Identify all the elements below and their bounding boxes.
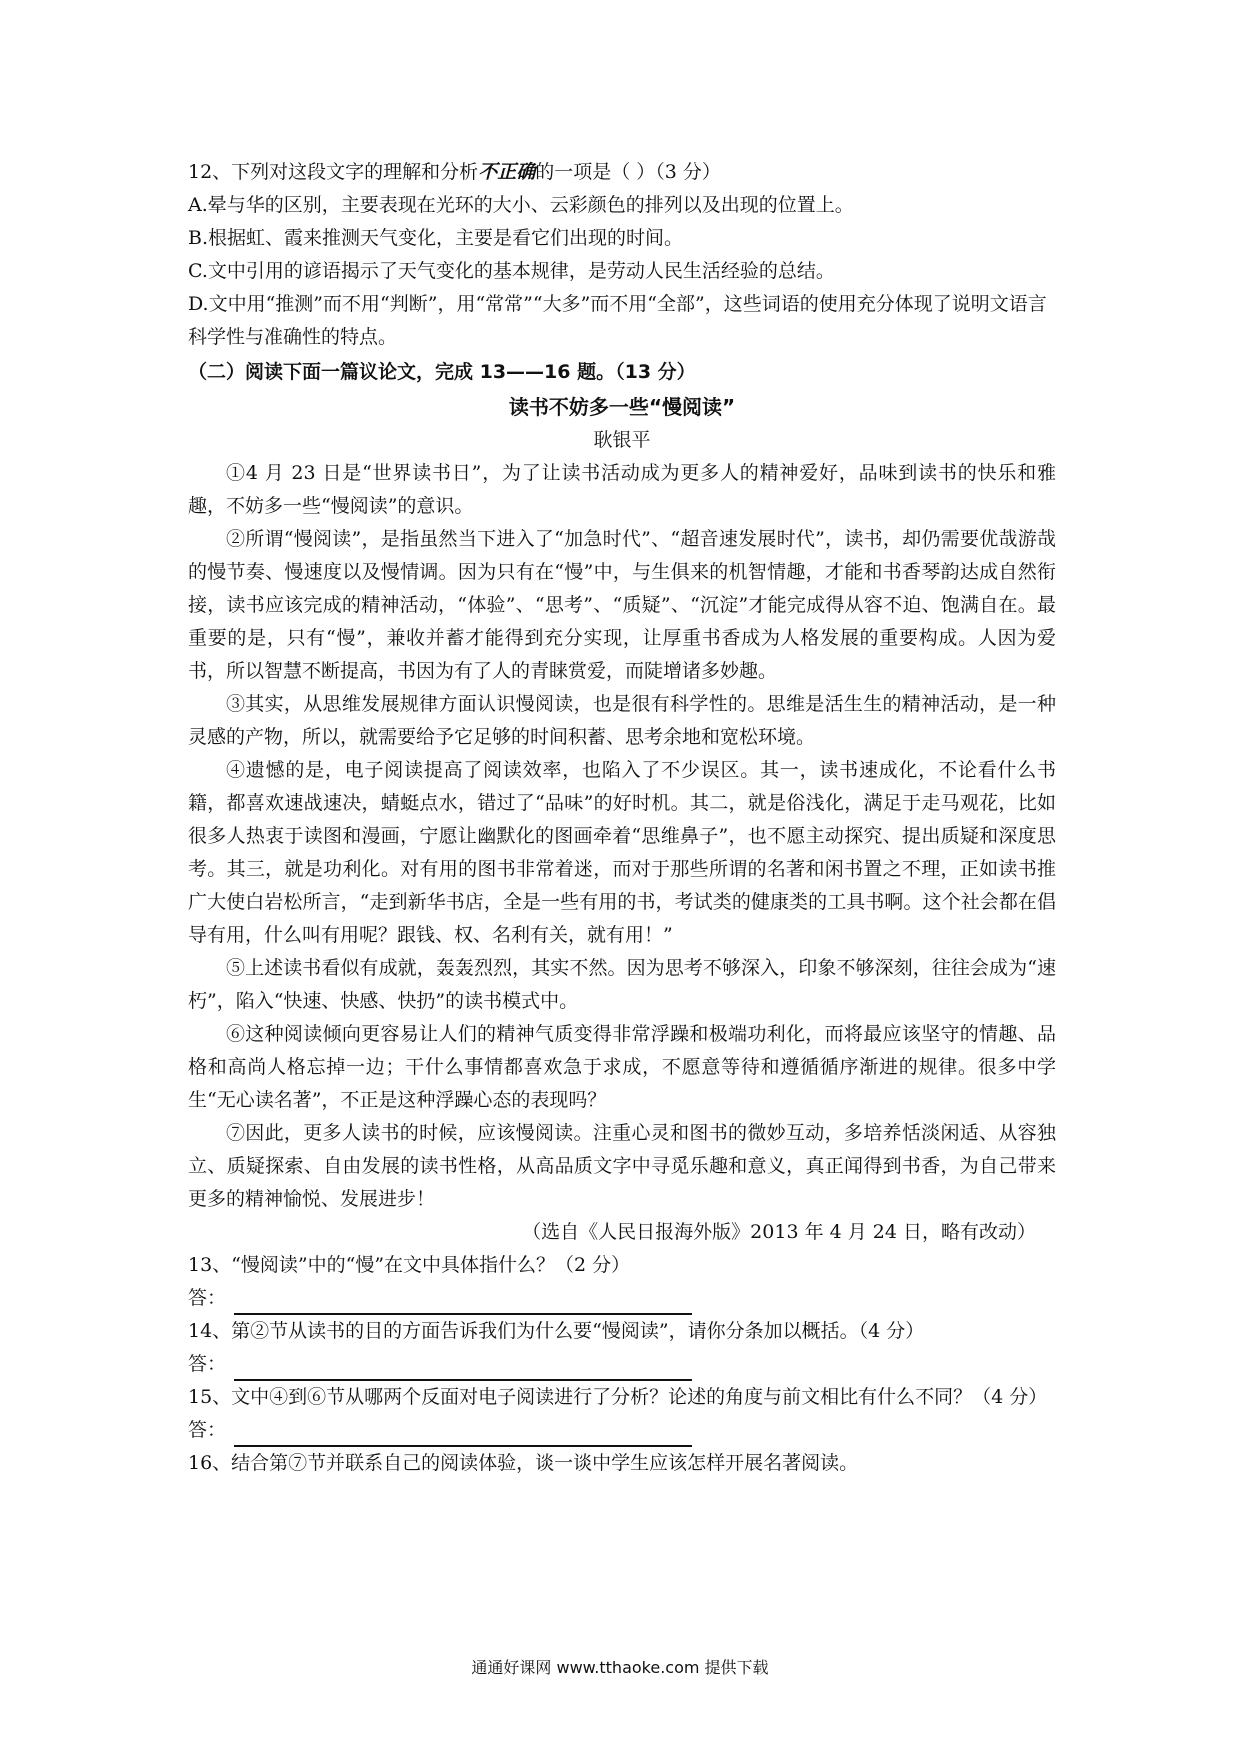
page-footer: 通通好课网 www.tthaoke.com 提供下载 [471,1658,769,1677]
answer-label: 答： [188,1419,227,1441]
q12-stem-b: 的一项是（ ）（3 分） [535,161,721,183]
q12-stem-emphasis: 不正确 [478,161,536,183]
article-paragraph-7: ⑦因此，更多人读书的时候，应该慢阅读。注重心灵和图书的微妙互动，多培养恬淡闲适、从容独立、质疑探索、自由发展的读书性格，从高品质文字中寻觅乐趣和意义，真正闻得到书香，为自己带来更多的精神愉悦、发展进步！ [188,1122,1056,1210]
q12-option-d: D.文中用“推测”而不用“判断”，用“常常”“大多”而不用“全部”，这些词语的使用充分体现了说明文语言科学性与准确性的特点。 [188,293,1047,348]
article-paragraph-5: ⑤上述读书看似有成就，轰轰烈烈，其实不然。因为思考不够深入，印象不够深刻，往往会成为“速朽”，陷入“快速、快感、快扔”的读书模式中。 [188,957,1056,1012]
question-14: 14、第②节从读书的目的方面告诉我们为什么要“慢阅读”，请你分条加以概括。（4 分） [188,1320,925,1342]
article-author: 耿银平 [593,429,651,451]
answer-rule [234,1293,692,1315]
article-paragraph-1: ①4 月 23 日是“世界读书日”，为了让读书活动成为更多人的精神爱好，品味到读书的快乐和雅趣，不妨多一些“慢阅读”的意识。 [188,462,1056,517]
q12-stem-a: 12、下列对这段文字的理解和分析 [188,161,479,183]
answer-rule [234,1425,692,1447]
question-16: 16、结合第⑦节并联系自己的阅读体验，谈一谈中学生应该怎样开展名著阅读。 [188,1452,859,1474]
article-paragraph-6: ⑥这种阅读倾向更容易让人们的精神气质变得非常浮躁和极端功利化，而将最应该坚守的情趣、品格和高尚人格忘掉一边；干什么事情都喜欢急于求成，不愿意等待和遵循循序渐进的规律。很多中学生“无心读名著”，不正是这种浮躁心态的表现吗？ [188,1023,1056,1111]
answer-line-15[interactable] [188,1414,1056,1447]
question-15: 15、文中④到⑥节从哪两个反面对电子阅读进行了分析？论述的角度与前文相比有什么不同？（4 分） [188,1386,1048,1408]
exam-page [188,156,1056,1480]
article-source: （选自《人民日报海外版》2013 年 4 月 24 日，略有改动） [522,1221,1036,1243]
article-paragraph-4: ④遗憾的是，电子阅读提高了阅读效率，也陷入了不少误区。其一，读书速成化，不论看什么书籍，都喜欢速战速决，蜻蜓点水，错过了“品味”的好时机。其二，就是俗浅化，满足于走马观花，比如很多人热衷于读图和漫画，宁愿让幽默化的图画牵着“思维鼻子”，也不愿主动探究、提出质疑和深度思考。其三，就是功利化。对有用的图书非常着迷，而对于那些所谓的名著和闲书置之不理，正如读书推广大使白岩松所言，“走到新华书店，全是一些有用的书，考试类的健康类的工具书啊。这个社会都在倡导有用，什么叫有用呢？跟钱、权、名利有关，就有用！” [188,759,1056,946]
article-paragraph-2: ②所谓“慢阅读”，是指虽然当下进入了“加急时代”、“超音速发展时代”，读书，却仍需要优哉游哉的慢节奏、慢速度以及慢情调。因为只有在“慢”中，与生俱来的机智情趣，才能和书香琴韵达成自然衔接，读书应该完成的精神活动，“体验”、“思考”、“质疑”、“沉淀”才能完成得从容不迫、饱满自在。最重要的是，只有“慢”，兼收并蓄才能得到充分实现，让厚重书香成为人格发展的重要构成。人因为爱书，所以智慧不断提高，书因为有了人的青睐赏爱，而陡增诸多妙趣。 [188,528,1056,682]
section-2-heading: （二）阅读下面一篇议论文，完成 13——16 题。（13 分） [188,361,696,383]
answer-label: 答： [188,1287,227,1309]
article-title: 读书不妨多一些“慢阅读” [508,395,736,419]
question-13: 13、“慢阅读”中的“慢”在文中具体指什么？（2 分） [188,1254,631,1276]
q12-option-c: C.文中引用的谚语揭示了天气变化的基本规律，是劳动人民生活经验的总结。 [188,260,835,282]
answer-label: 答： [188,1353,227,1375]
answer-rule [234,1359,692,1381]
answer-line-14[interactable] [188,1348,1056,1381]
article-paragraph-3: ③其实，从思维发展规律方面认识慢阅读，也是很有科学性的。思维是活生生的精神活动，是一种灵感的产物，所以，就需要给予它足够的时间积蓄、思考余地和宽松环境。 [188,693,1056,748]
question-12-stem [188,156,1056,189]
answer-line-13[interactable] [188,1282,1056,1315]
q12-option-a: A.晕与华的区别，主要表现在光环的大小、云彩颜色的排列以及出现的位置上。 [188,194,854,216]
q12-option-b: B.根据虹、霞来推测天气变化，主要是看它们出现的时间。 [188,227,684,249]
